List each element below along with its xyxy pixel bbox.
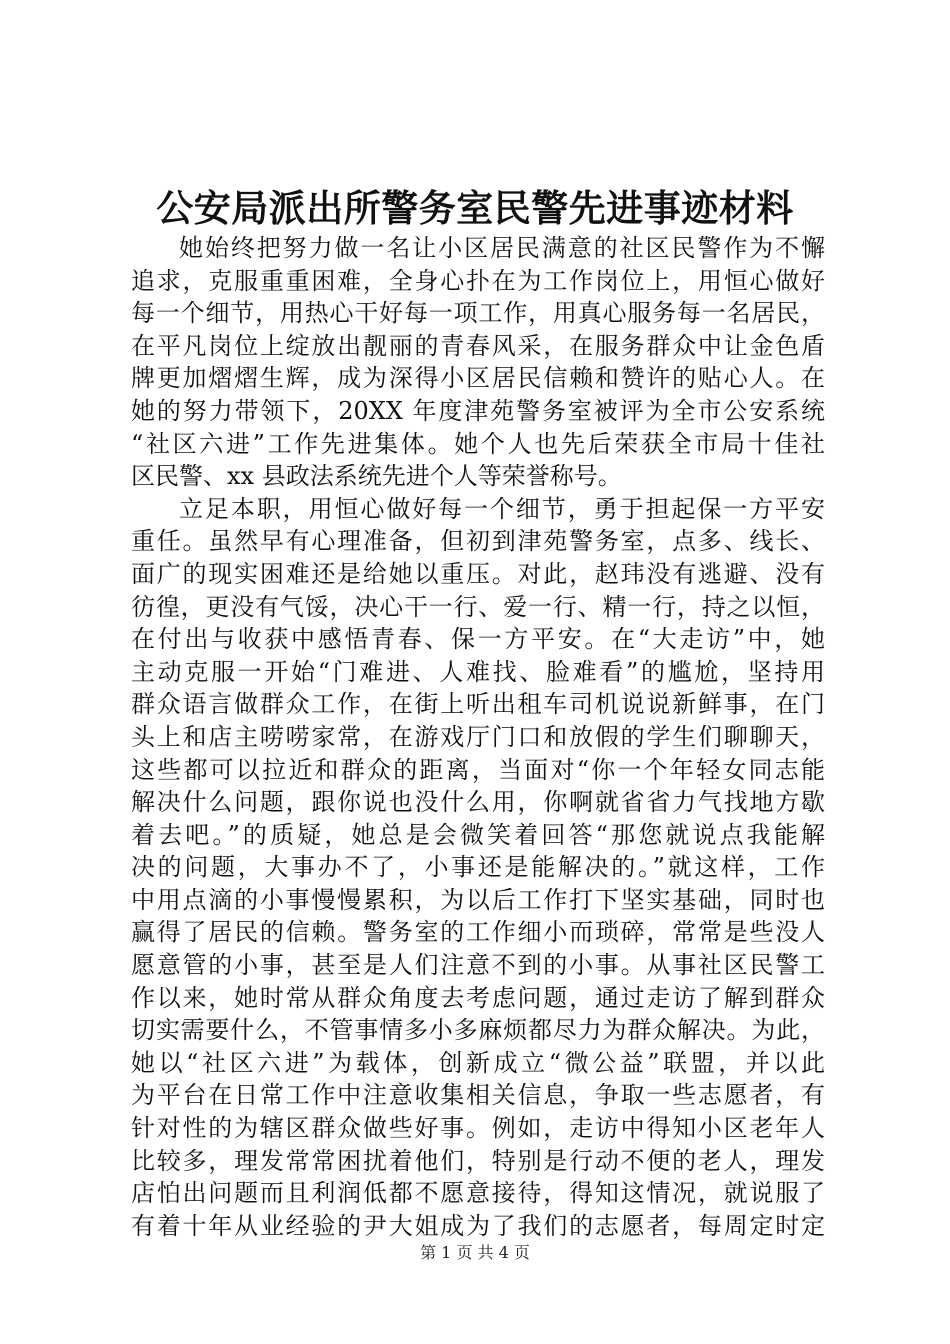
paragraph-line: 区民警、xx 县政法系统先进个人等荣誉称号。 (131, 462, 622, 491)
paragraph-line: 重任。虽然早有心理准备，但初到津苑警务室，点多、线长、 (131, 527, 825, 556)
paragraph-line: 针对性的为辖区群众做些好事。例如，走访中得知小区老年人 (131, 1114, 825, 1143)
paragraph-line: 在付出与收获中感悟青春、保一方平安。在“大走访”中，她 (131, 625, 825, 654)
paragraph-line: 牌更加熠熠生辉，成为深得小区居民信赖和赞许的贴心人。在 (131, 364, 825, 393)
paragraph-line: 主动克服一开始“门难进、人难找、脸难看”的尴尬，坚持用 (131, 657, 825, 686)
paragraph-line: 有着十年从业经验的尹大姐成为了我们的志愿者，每周定时定 (131, 1211, 825, 1240)
paragraph-line: 解决什么问题，跟你说也没什么用，你啊就省省力气找地方歇 (131, 788, 825, 817)
paragraph-line: 群众语言做群众工作，在街上听出租车司机说说新鲜事，在门 (131, 690, 825, 719)
paragraph-line: 中用点滴的小事慢慢累积，为以后工作打下坚实基础，同时也 (131, 885, 825, 914)
paragraph-line: 着去吧。”的质疑，她总是会微笑着回答“那您就说点我能解 (131, 820, 825, 849)
paragraph-line: 比较多，理发常常困扰着他们，特别是行动不便的老人，理发 (131, 1146, 825, 1175)
page-indicator: 第 1 页 共 4 页 (420, 1243, 530, 1262)
paragraph-line: 每一个细节，用热心干好每一项工作，用真心服务每一名居民， (131, 299, 825, 328)
paragraph-line: 店怕出问题而且利润低都不愿意接待，得知这情况，就说服了 (131, 1179, 825, 1208)
paragraph-line: 切实需要什么，不管事情多小多麻烦都尽力为群众解决。为此， (131, 1016, 825, 1045)
paragraph-1 (131, 232, 825, 493)
paragraph-line: 在平凡岗位上绽放出靓丽的青春风采，在服务群众中让金色盾 (131, 331, 825, 360)
paragraph-line: 面广的现实困难还是给她以重压。对此，赵玮没有逃避、没有 (131, 559, 825, 588)
paragraph-line: 头上和店主唠唠家常，在游戏厅门口和放假的学生们聊聊天， (131, 722, 825, 751)
paragraph-line: 作以来，她时常从群众角度去考虑问题，通过走访了解到群众 (131, 983, 825, 1012)
paragraph-line: 她始终把努力做一名让小区居民满意的社区民警作为不懈 (179, 234, 825, 262)
document-body (131, 232, 825, 1242)
paragraph-line: 这些都可以拉近和群众的距离，当面对“你一个年轻女同志能 (131, 755, 825, 784)
document-title: 公安局派出所警务室民警先进事迹材料 (156, 186, 794, 230)
paragraph-line: 她的努力带领下，20XX 年度津苑警务室被评为全市公安系统 (131, 396, 825, 425)
paragraph-line: “社区六进”工作先进集体。她个人也先后荣获全市局十佳社 (131, 429, 825, 458)
paragraph-line: 彷徨，更没有气馁，决心干一行、爱一行、精一行，持之以恒， (131, 592, 825, 621)
paragraph-2 (131, 493, 825, 1243)
paragraph-line: 愿意管的小事，甚至是人们注意不到的小事。从事社区民警工 (131, 951, 825, 980)
paragraph-line: 追求，克服重重困难，全身心扑在为工作岗位上，用恒心做好 (131, 266, 825, 295)
paragraph-line: 立足本职，用恒心做好每一个细节，勇于担起保一方平安 (179, 494, 825, 523)
paragraph-line: 她以“社区六进”为载体，创新成立“微公益”联盟，并以此 (131, 1048, 825, 1077)
paragraph-line: 为平台在日常工作中注意收集相关信息，争取一些志愿者，有 (131, 1081, 825, 1110)
paragraph-line: 赢得了居民的信赖。警务室的工作细小而琐碎，常常是些没人 (131, 918, 825, 947)
paragraph-line: 决的问题，大事办不了，小事还是能解决的。”就这样，工作 (131, 853, 825, 882)
